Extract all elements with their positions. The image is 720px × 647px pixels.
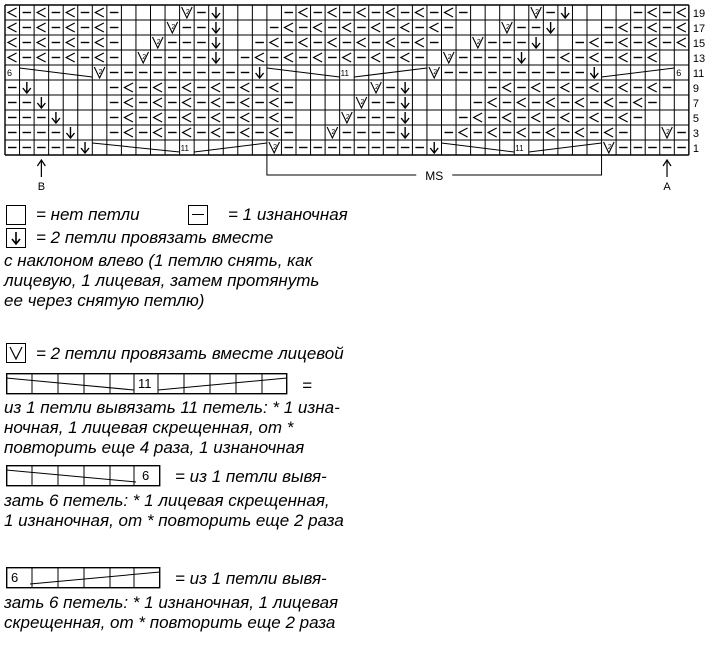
angle-mark [241,83,250,92]
fan-line [194,143,267,152]
angle-mark [561,83,570,92]
angle-mark [561,53,570,62]
angle-mark [183,113,192,122]
angle-mark [299,38,308,47]
chart-annotations [37,155,671,193]
angle-mark [328,8,337,17]
purl-symbol [188,205,208,225]
row-number: 5 [692,113,699,125]
k2tog-knit-digit: 2 [331,129,336,136]
angle-mark [590,83,599,92]
arrow-a-label: A [663,181,671,193]
angle-mark [517,98,526,107]
k2tog-left-legend-cont: с наклоном влево (1 петлю снять, как лицевую, 1 лицевая, затем протянуть ее через снятую петлю) [4,251,320,310]
angle-mark [8,53,17,62]
angle-mark [95,38,104,47]
k2tog-left-symbol [6,228,26,248]
ms-label: MS [425,169,444,183]
angle-mark [314,53,323,62]
fan-line [442,143,515,152]
angle-mark [314,23,323,32]
row-number: 1 [692,143,699,155]
angle-mark [154,128,163,137]
angle-mark [95,8,104,17]
angle-mark [648,38,657,47]
k2tog-knit-digit: 2 [273,144,278,151]
angle-mark [619,83,628,92]
angle-mark [357,8,366,17]
angle-mark [488,128,497,137]
angle-mark [372,53,381,62]
angle-mark [212,98,221,107]
inc6a-legend-cont: зать 6 петель: * 1 лицевая скрещенная, 1 изнаночная, от * повторить еще 2 раза [4,491,344,530]
k2tog-knit-digit: 2 [666,129,670,136]
angle-mark [619,113,628,122]
fan-line [602,68,675,77]
angle-mark [183,128,192,137]
angle-mark [648,53,657,62]
angle-mark [95,23,104,32]
k2tog-knit-digit: 2 [476,39,481,46]
fan-line [529,143,602,152]
angle-mark [183,83,192,92]
angle-mark [270,38,279,47]
k2tog-knit-digit: 2 [98,69,103,76]
inc6a-legend: = из 1 петли вывя- [175,467,327,486]
angle-mark [590,53,599,62]
angle-mark [619,38,628,47]
angle-mark [8,8,17,17]
purl-legend: = 1 изнаночная [228,205,348,224]
k2tog-knit-digit: 2 [607,144,612,151]
row-number: 13 [692,53,706,65]
no-stitch-symbol [6,205,26,225]
inc6b-number: 6 [11,570,19,585]
angle-mark [532,83,541,92]
angle-mark [212,113,221,122]
angle-mark [270,128,279,137]
angle-mark [590,38,599,47]
k2tog-knit-digit: 2 [185,9,190,16]
inc6b-symbol [6,567,161,589]
row-number: 15 [692,38,706,50]
angle-mark [343,53,352,62]
angle-mark [154,83,163,92]
inc11-label: 11 [180,144,189,153]
knitting-chart [0,0,720,205]
row-numbers [693,8,705,155]
inc6a-symbol [6,465,161,487]
row-number: 3 [692,128,699,140]
angle-mark [212,83,221,92]
angle-mark [66,23,75,32]
k2tog-knit-digit: 2 [375,84,379,91]
angle-mark [37,23,46,32]
fan-line [354,68,427,77]
fan-line [20,68,93,77]
angle-mark [677,23,686,32]
angle-mark [66,38,75,47]
angle-mark [488,98,497,107]
angle-mark [503,113,512,122]
angle-mark [677,38,686,47]
angle-mark [561,113,570,122]
angle-mark [445,8,454,17]
inc11-legend: из 1 петли вывязать 11 петель: * 1 изна- ночная, 1 лицевая скрещенная, от * повторить еще 4 раза, 1 изнаночная [4,398,340,457]
angle-mark [677,8,686,17]
angle-mark [37,8,46,17]
angle-mark [154,113,163,122]
angle-mark [124,128,133,137]
angle-mark [648,83,657,92]
arrow-b-label: B [37,181,46,193]
angle-mark [357,38,366,47]
angle-mark [634,98,643,107]
angle-mark [270,113,279,122]
angle-mark [648,8,657,17]
angle-mark [284,53,293,62]
inc11-label: 11 [515,144,524,153]
angle-mark [124,98,133,107]
angle-mark [503,83,512,92]
k2tog-knit-digit: 2 [171,24,176,31]
angle-mark [124,113,133,122]
angle-mark [241,128,250,137]
angle-mark [299,8,308,17]
angle-mark [619,23,628,32]
angle-mark [415,8,424,17]
angle-mark [459,128,468,137]
angle-mark [8,23,17,32]
angle-mark [474,113,483,122]
k2tog-knit-digit: 2 [535,9,539,16]
angle-mark [401,53,410,62]
angle-mark [430,23,439,32]
angle-mark [270,98,279,107]
row-number: 19 [692,8,706,20]
k2tog-knit-digit: 2 [505,24,510,31]
angle-mark [154,98,163,107]
k2tog-knit-legend: = 2 петли провязать вместе лицевой [36,344,344,363]
inc6b-legend-cont: зать 6 петель: * 1 изнаночная, 1 лицевая скрещенная, от * повторить еще 2 раза [4,593,339,632]
angle-mark [546,128,555,137]
angle-mark [328,38,337,47]
angle-mark [284,23,293,32]
fan-line [267,68,340,77]
k2tog-left-legend: = 2 петли провязать вместе [36,228,274,247]
angle-mark [575,98,584,107]
angle-mark [386,38,395,47]
angle-mark [124,83,133,92]
angle-mark [532,113,541,122]
row-number: 17 [692,23,706,35]
angle-mark [575,128,584,137]
angle-mark [517,128,526,137]
k2tog-knit-digit: 2 [142,54,147,61]
angle-mark [648,23,657,32]
angle-mark [8,38,17,47]
angle-mark [372,23,381,32]
inc11-label: 11 [340,69,349,78]
angle-mark [66,53,75,62]
angle-mark [37,38,46,47]
angle-mark [605,98,614,107]
angle-mark [212,128,221,137]
angle-mark [619,53,628,62]
angle-mark [343,23,352,32]
inc11-number: 11 [138,376,152,391]
no-stitch-legend: = нет петли [36,205,140,224]
k2tog-knit-digit: 2 [156,39,161,46]
angle-mark [241,113,250,122]
row-number: 7 [692,98,699,110]
k2tog-knit-digit: 2 [360,99,365,106]
angle-mark [255,53,264,62]
angle-mark [241,98,250,107]
inc11-symbol [6,373,288,395]
row-number: 11 [692,68,705,80]
angle-mark [183,98,192,107]
angle-mark [95,53,104,62]
inc6-label-right: 6 [676,68,682,78]
angle-mark [270,83,279,92]
angle-mark [546,98,555,107]
angle-mark [605,128,614,137]
inc6b-legend: = из 1 петли вывя- [175,569,327,588]
row-number: 9 [692,83,699,95]
angle-mark [401,23,410,32]
k2tog-knit-digit: 2 [433,69,438,76]
angle-mark [415,38,424,47]
angle-mark [66,8,75,17]
angle-mark [386,8,395,17]
angle-mark [590,113,599,122]
angle-mark [37,53,46,62]
inc6-label-left: 6 [7,68,13,78]
k2tog-knit-digit: 2 [345,114,350,121]
k2tog-knit-symbol [6,343,26,363]
inc11-eq: = [302,376,312,395]
inc6a-number: 6 [142,468,150,483]
k2tog-knit-digit: 2 [447,54,452,61]
